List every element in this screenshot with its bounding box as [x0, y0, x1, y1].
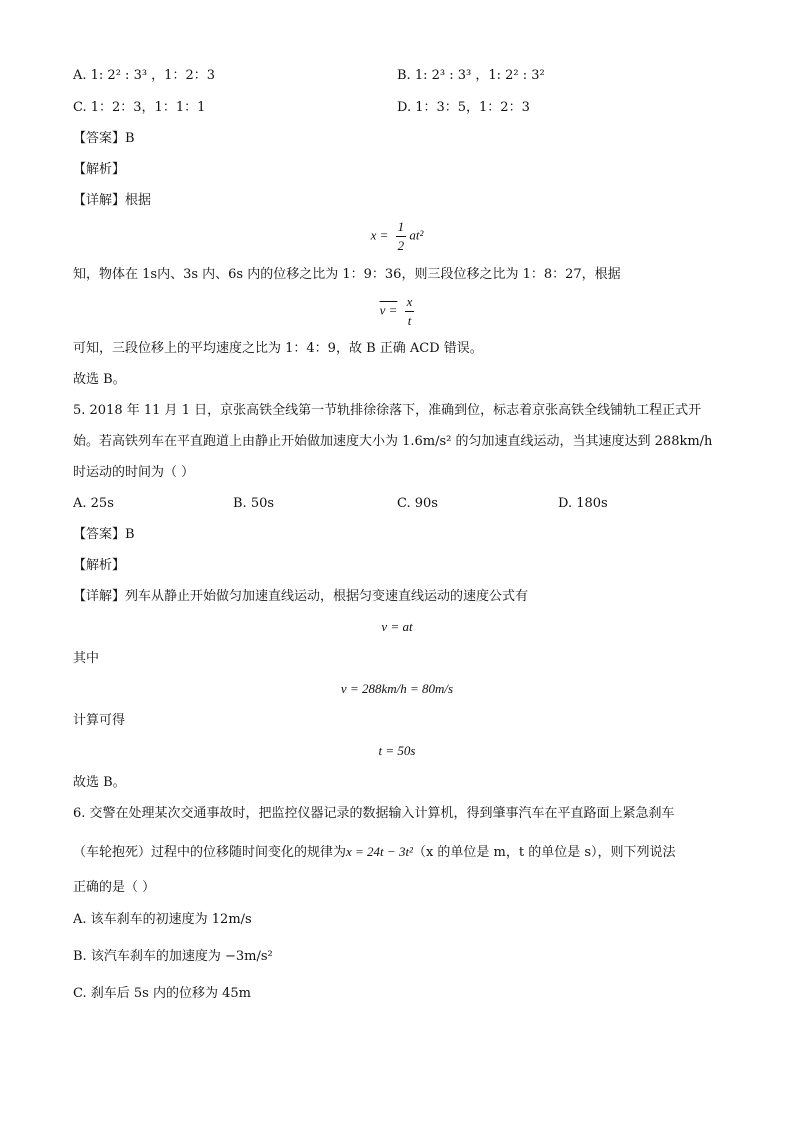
fraction — [405, 293, 415, 330]
q5-stem-line2: 始。若高铁列车在平直跑道上由静止开始做加速度大小为 1.6m/s² 的匀加速直线运动，当其速度达到 288km/h — [73, 434, 713, 449]
fraction-numerator: 1 — [396, 218, 407, 237]
fraction — [396, 218, 407, 255]
q4-formula-average-velocity — [0, 293, 794, 330]
q6-option-a: A. 该车刹车的初速度为 12m/s — [73, 912, 252, 927]
fraction-numerator: x — [405, 293, 415, 312]
q5-option-b: B. 50s — [233, 496, 275, 511]
q4-analysis-heading: 【解析】 — [73, 162, 126, 177]
formula-lhs: x = — [370, 227, 389, 243]
q4-answer: 【答案】B — [73, 131, 135, 146]
q4-formula-displacement — [0, 218, 794, 255]
q6-stem-line3: 正确的是（ ） — [73, 880, 156, 895]
q5-answer: 【答案】B — [73, 527, 135, 542]
q6-option-c: C. 刹车后 5s 内的位移为 45m — [73, 986, 251, 1001]
q4-option-a: A. 1: 2² : 3³ ，1：2：3 — [73, 68, 215, 83]
q4-option-b: B. 1: 2³ : 3³ ，1: 2² : 3² — [397, 68, 545, 83]
fraction-denominator: t — [407, 313, 412, 328]
q5-option-d: D. 180s — [558, 496, 608, 511]
q5-calc: 计算可得 — [73, 713, 126, 728]
q6-stem-line1: 6. 交警在处理某次交通事故时，把监控仪器记录的数据输入计算机，得到肇事汽车在平直路面上紧急刹车 — [73, 806, 675, 821]
q5-detail: 【详解】列车从静止开始做匀加速直线运动，根据匀变速直线运动的速度公式有 — [73, 589, 529, 604]
q5-option-a: A. 25s — [73, 496, 114, 511]
q4-choose: 故选 B。 — [73, 372, 126, 387]
formula-lhs: v = — [379, 302, 398, 318]
q6-stem-formula: x = 24t − 3t² — [346, 844, 413, 859]
q5-formula-conversion: v = 288km/h = 80m/s — [340, 681, 454, 696]
q4-detail: 【详解】根据 — [73, 193, 152, 208]
q5-option-c: C. 90s — [397, 496, 438, 511]
q6-stem-line2 — [73, 843, 676, 862]
q6-stem-text-b: （x 的单位是 m，t 的单位是 s），则下列说法 — [412, 845, 676, 860]
formula-rhs: at² — [409, 227, 424, 243]
q5-among: 其中 — [73, 651, 100, 666]
q5-choose: 故选 B。 — [73, 775, 126, 790]
q5-stem-line3: 时运动的时间为（ ） — [73, 465, 195, 480]
q4-option-d: D. 1：3：5，1：2：3 — [397, 100, 530, 115]
q4-option-c: C. 1：2：3，1：1：1 — [73, 100, 206, 115]
q6-option-b: B. 该汽车刹车的加速度为 −3m/s² — [73, 949, 273, 964]
q5-formula-velocity: v = at — [381, 619, 413, 634]
q4-text-ratio: 知，物体在 1s内、3s 内、6s 内的位移之比为 1：9：36，则三段位移之比为 1：8：27，根据 — [73, 267, 621, 282]
q6-stem-text-a: （车轮抱死）过程中的位移随时间变化的规律为 — [73, 845, 347, 860]
q5-formula-time: t = 50s — [378, 743, 416, 758]
q5-analysis-heading: 【解析】 — [73, 558, 126, 573]
fraction-denominator: 2 — [397, 238, 405, 253]
q4-text-conclusion: 可知，三段位移上的平均速度之比为 1：4：9，故 B 正确 ACD 错误。 — [73, 341, 483, 356]
q5-stem-line1: 5. 2018 年 11 月 1 日，京张高铁全线第一节轨排徐徐落下，准确到位，标志着京张高铁全线铺轨工程正式开 — [73, 403, 702, 418]
